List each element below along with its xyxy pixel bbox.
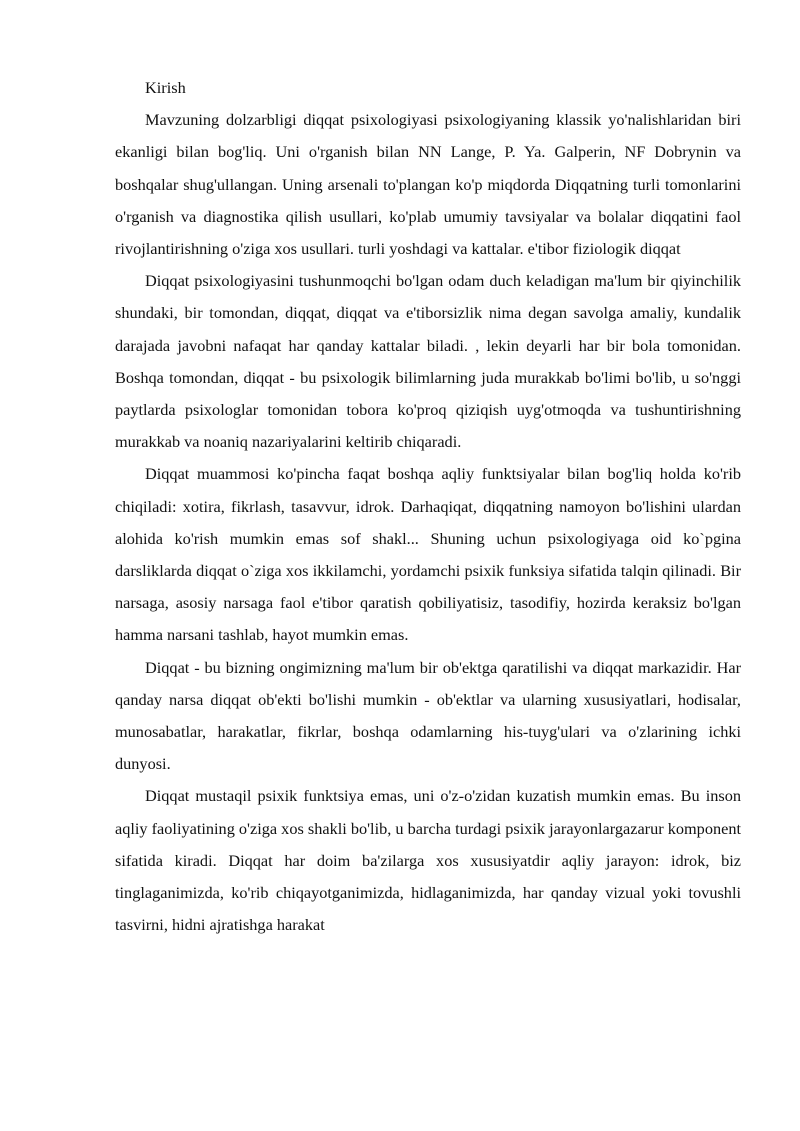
paragraph-attention-definition: Diqqat - bu bizning ongimizning ma'lum bir ob'ektga qaratilishi va diqqat markazidir. Har qanday narsa diqqat ob'ekti bo'lishi mumkin - ob'ektlar va ularning xususiyatlari, hodisalar, munosabatlar, harakatlar, fikrlar, boshqa odamlarning his-tuyg'ulari va o'zlarining ichki dunyosi. bbox=[115, 657, 741, 774]
document-page bbox=[115, 72, 741, 941]
paragraph-difficulty: Diqqat psixologiyasini tushunmoqchi bo'lgan odam duch keladigan ma'lum bir qiyinchilik shundaki, bir tomondan, diqqat, diqqat va e'tiborsizlik nima degan savolga amaliy, kundalik darajada javobni nafaqat har qanday kattalar biladi. , lekin deyarli har bir bola tomonidan. Boshqa tomondan, diqqat - bu psixologik bilimlarning juda murakkab bo'limi bo'lib, u so'nggi paytlarda psixologlar tomonidan tobora ko'proq qiziqish uyg'otmoqda va tushuntirishning murakkab va noaniq nazariyalarini keltirib chiqaradi. bbox=[115, 271, 741, 452]
section-heading: Kirish bbox=[145, 78, 186, 97]
paragraph-attention-function: Diqqat mustaqil psixik funktsiya emas, uni o'z-o'zidan kuzatish mumkin emas. Bu inson aqliy faoliyatining o'ziga xos shakli bo'lib, u barcha turdagi psixik jarayonlargazarur komponent sifatida kiradi. Diqqat har doim ba'zilarga xos xususiyatdir aqliy jarayon: idrok, biz tinglaganimizda, ko'rib chiqayotganimizda, hidlaganimizda, har qanday vizual yoki tovushli tasvirni, hidni ajratishga harakat bbox=[115, 786, 741, 935]
paragraph-relevance: Mavzuning dolzarbligi diqqat psixologiyasi psixologiyaning klassik yo'nalishlaridan biri ekanligi bilan bog'liq. Uni o'rganish bilan NN Lange, P. Ya. Galperin, NF Dobrynin va boshqalar shug'ullangan. Uning arsenali to'plangan ko'p miqdorda Diqqatning turli tomonlarini o'rganish va diagnostika qilish usullari, ko'plab umumiy tavsiyalar va bolalar diqqatini faol rivojlantirishning o'ziga xos usullari. turli yoshdagi va kattalar. e'tibor fiziologik diqqat bbox=[115, 110, 741, 259]
paragraph-attention-problem: Diqqat muammosi ko'pincha faqat boshqa aqliy funktsiyalar bilan bog'liq holda ko'rib chiqiladi: xotira, fikrlash, tasavvur, idrok. Darhaqiqat, diqqatning namoyon bo'lishini ulardan alohida ko'rish mumkin emas sof shakl... Shuning uchun psixologiyaga oid ko`pgina darsliklarda diqqat o`ziga xos ikkilamchi, yordamchi psixik funksiya sifatida talqin qilinadi. Bir narsaga, asosiy narsaga faol e'tibor qaratish qobiliyatisiz, tasodifiy, hozirda keraksiz bo'lgan hamma narsani tashlab, hayot mumkin emas. bbox=[115, 464, 741, 645]
